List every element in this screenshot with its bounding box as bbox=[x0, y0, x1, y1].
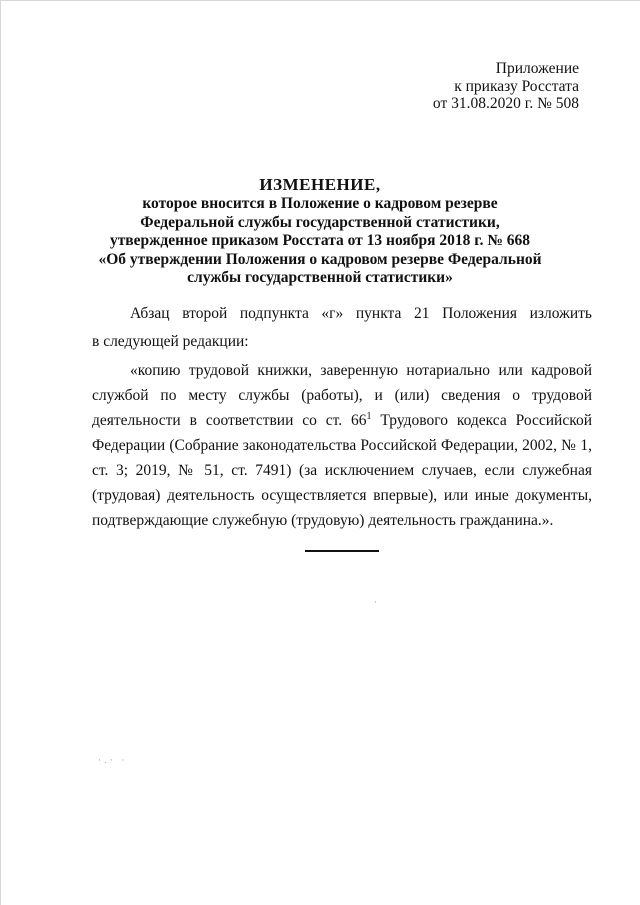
quote-line-3 bbox=[92, 412, 592, 430]
quote-line-4: Федерации (Собрание законодательства Российской Федерации, 2002, № 1, bbox=[92, 437, 592, 454]
quote-line-1: «копию трудовой книжки, заверенную нотариально или кадровой bbox=[130, 362, 592, 379]
quote-line-6: (трудовая) деятельность осуществляется впервые), или иные документы, bbox=[92, 487, 592, 504]
annex-title: Приложение bbox=[495, 60, 579, 77]
title-line-2: Федеральной службы государственной статистики, bbox=[140, 213, 500, 231]
scan-speck: ·.· · bbox=[98, 756, 128, 766]
article-superscript: 1 bbox=[366, 411, 372, 422]
document-title bbox=[40, 175, 600, 288]
intro-line-1: Абзац второй подпункта «г» пункта 21 Положения изложить bbox=[130, 305, 592, 322]
title-line-5: службы государственной статистики» bbox=[187, 269, 453, 286]
intro-line-2: в следующей редакции: bbox=[92, 333, 249, 350]
quote-line-5: ст. 3; 2019, № 51, ст. 7491) (за исключением случаев, если служебная bbox=[92, 462, 592, 479]
annex-header bbox=[433, 60, 579, 113]
title-line-1: которое вносится в Положение о кадровом резерве bbox=[142, 195, 498, 212]
title-line-3: утвержденное приказом Росстата от 13 ноября 2018 г. № 668 bbox=[109, 232, 531, 249]
page-edge-left bbox=[0, 0, 1, 905]
title-line-4: «Об утверждении Положения о кадровом резерве Федеральной bbox=[98, 250, 542, 268]
page-edge-top bbox=[0, 0, 640, 1]
quote-line-3-start: деятельности в соответствии со ст. 66 bbox=[92, 412, 367, 429]
annex-order-date: от 31.08.2020 г. № 508 bbox=[432, 95, 579, 112]
title-heading: ИЗМЕНЕНИЕ, bbox=[259, 175, 381, 194]
quote-line-7: подтверждающие служебную (трудовую) деятельность гражданина.». bbox=[92, 512, 554, 529]
annex-order-ref: к приказу Росстата bbox=[454, 77, 579, 95]
quote-line-3-end: Трудового кодекса Российской bbox=[371, 412, 593, 429]
quote-line-2: службой по месту службы (работы), и (или) сведения о трудовой bbox=[92, 387, 592, 404]
closing-divider bbox=[305, 550, 379, 552]
scan-speck: · bbox=[374, 598, 377, 608]
